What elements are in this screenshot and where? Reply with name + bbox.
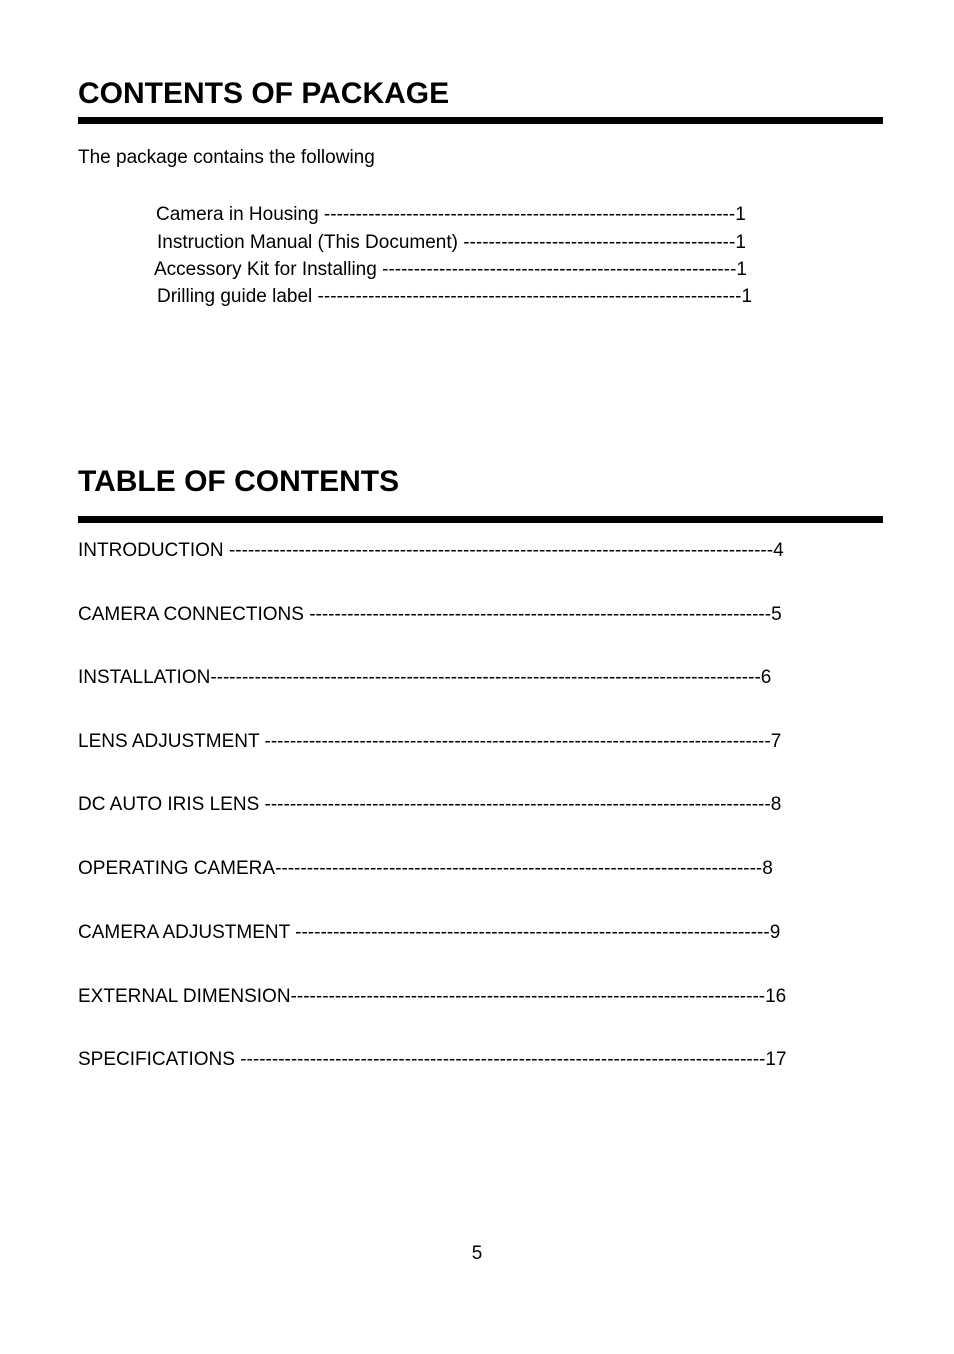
- toc-entry-page: 16: [765, 986, 787, 1007]
- toc-entry-label: CAMERA CONNECTIONS: [78, 604, 310, 625]
- dot-leader: -------------------------------------------------------------------: [317, 286, 742, 307]
- toc-entry-camera-adjustment[interactable]: [78, 921, 860, 945]
- dot-leader: --------------------------------------------------------------------------------: [264, 731, 771, 752]
- package-item-label: Camera in Housing: [156, 204, 324, 225]
- package-item: [156, 203, 798, 227]
- dot-leader: -------------------------------------------------------------------------: [309, 604, 772, 625]
- toc-entry-page: 4: [773, 540, 784, 561]
- toc-entry-operating-camera[interactable]: [78, 857, 860, 881]
- package-intro-text: The package contains the following: [78, 147, 375, 168]
- package-item-label: Instruction Manual (This Document): [157, 232, 464, 253]
- toc-entry-label: SPECIFICATIONS: [78, 1049, 241, 1070]
- toc-entry-label: INTRODUCTION: [78, 540, 229, 561]
- toc-entry-label: INSTALLATION: [78, 667, 211, 688]
- package-item-quantity: 1: [735, 204, 746, 225]
- package-heading: CONTENTS OF PACKAGE: [78, 77, 450, 110]
- toc-entry-label: OPERATING CAMERA: [78, 858, 276, 879]
- toc-entry-introduction[interactable]: [78, 539, 860, 563]
- toc-entry-label: CAMERA ADJUSTMENT: [78, 922, 296, 943]
- dot-leader: -----------------------------------------------------------------: [323, 204, 736, 225]
- toc-entry-page: 6: [760, 667, 772, 688]
- toc-entry-label: EXTERNAL DIMENSION: [78, 986, 291, 1007]
- dot-leader: -----------------------------------------------------------------------------------: [240, 1049, 766, 1070]
- dot-leader: ---------------------------------------------------------------------------: [295, 922, 770, 943]
- dot-leader: --------------------------------------------------------------------------------------: [228, 540, 774, 561]
- toc-entry-installation[interactable]: [78, 666, 860, 690]
- dot-leader: ---------------------------------------------------------------------------: [290, 986, 766, 1007]
- dot-leader: --------------------------------------------------------------------------------: [264, 794, 771, 815]
- toc-entry-dc-auto-iris-lens[interactable]: [78, 793, 860, 817]
- dot-leader: -----------------------------------------------------------------------------: [275, 858, 763, 879]
- toc-heading: TABLE OF CONTENTS: [78, 465, 400, 498]
- toc-entry-page: 9: [769, 922, 781, 943]
- package-item-quantity: 1: [735, 232, 746, 253]
- toc-entry-page: 8: [762, 858, 773, 879]
- package-item-label: Accessory Kit for Installing: [154, 259, 383, 280]
- dot-leader: --------------------------------------------------------: [382, 259, 737, 280]
- package-heading-rule: [78, 117, 883, 124]
- dot-leader: ---------------------------------------------------------------------------------------: [210, 667, 761, 688]
- package-item-quantity: 1: [741, 286, 753, 307]
- toc-entry-page: 5: [771, 604, 782, 625]
- toc-entry-label: DC AUTO IRIS LENS: [78, 794, 265, 815]
- dot-leader: -------------------------------------------: [463, 232, 736, 253]
- toc-entry-page: 17: [765, 1049, 787, 1070]
- toc-entry-lens-adjustment[interactable]: [78, 730, 860, 754]
- toc-entry-specifications[interactable]: [78, 1048, 860, 1072]
- toc-entry-external-dimension[interactable]: [78, 985, 860, 1009]
- toc-entry-label: LENS ADJUSTMENT: [78, 731, 265, 752]
- toc-entry-camera-connections[interactable]: [78, 603, 860, 627]
- toc-heading-rule: [78, 516, 883, 523]
- toc-entry-page: 7: [770, 731, 782, 752]
- package-item-quantity: 1: [736, 259, 747, 280]
- toc-entry-page: 8: [770, 794, 782, 815]
- package-item: [157, 285, 799, 309]
- package-item-label: Drilling guide label: [157, 286, 318, 307]
- page-number: 5: [471, 1243, 483, 1264]
- package-item: [157, 231, 799, 255]
- package-item: [154, 258, 800, 282]
